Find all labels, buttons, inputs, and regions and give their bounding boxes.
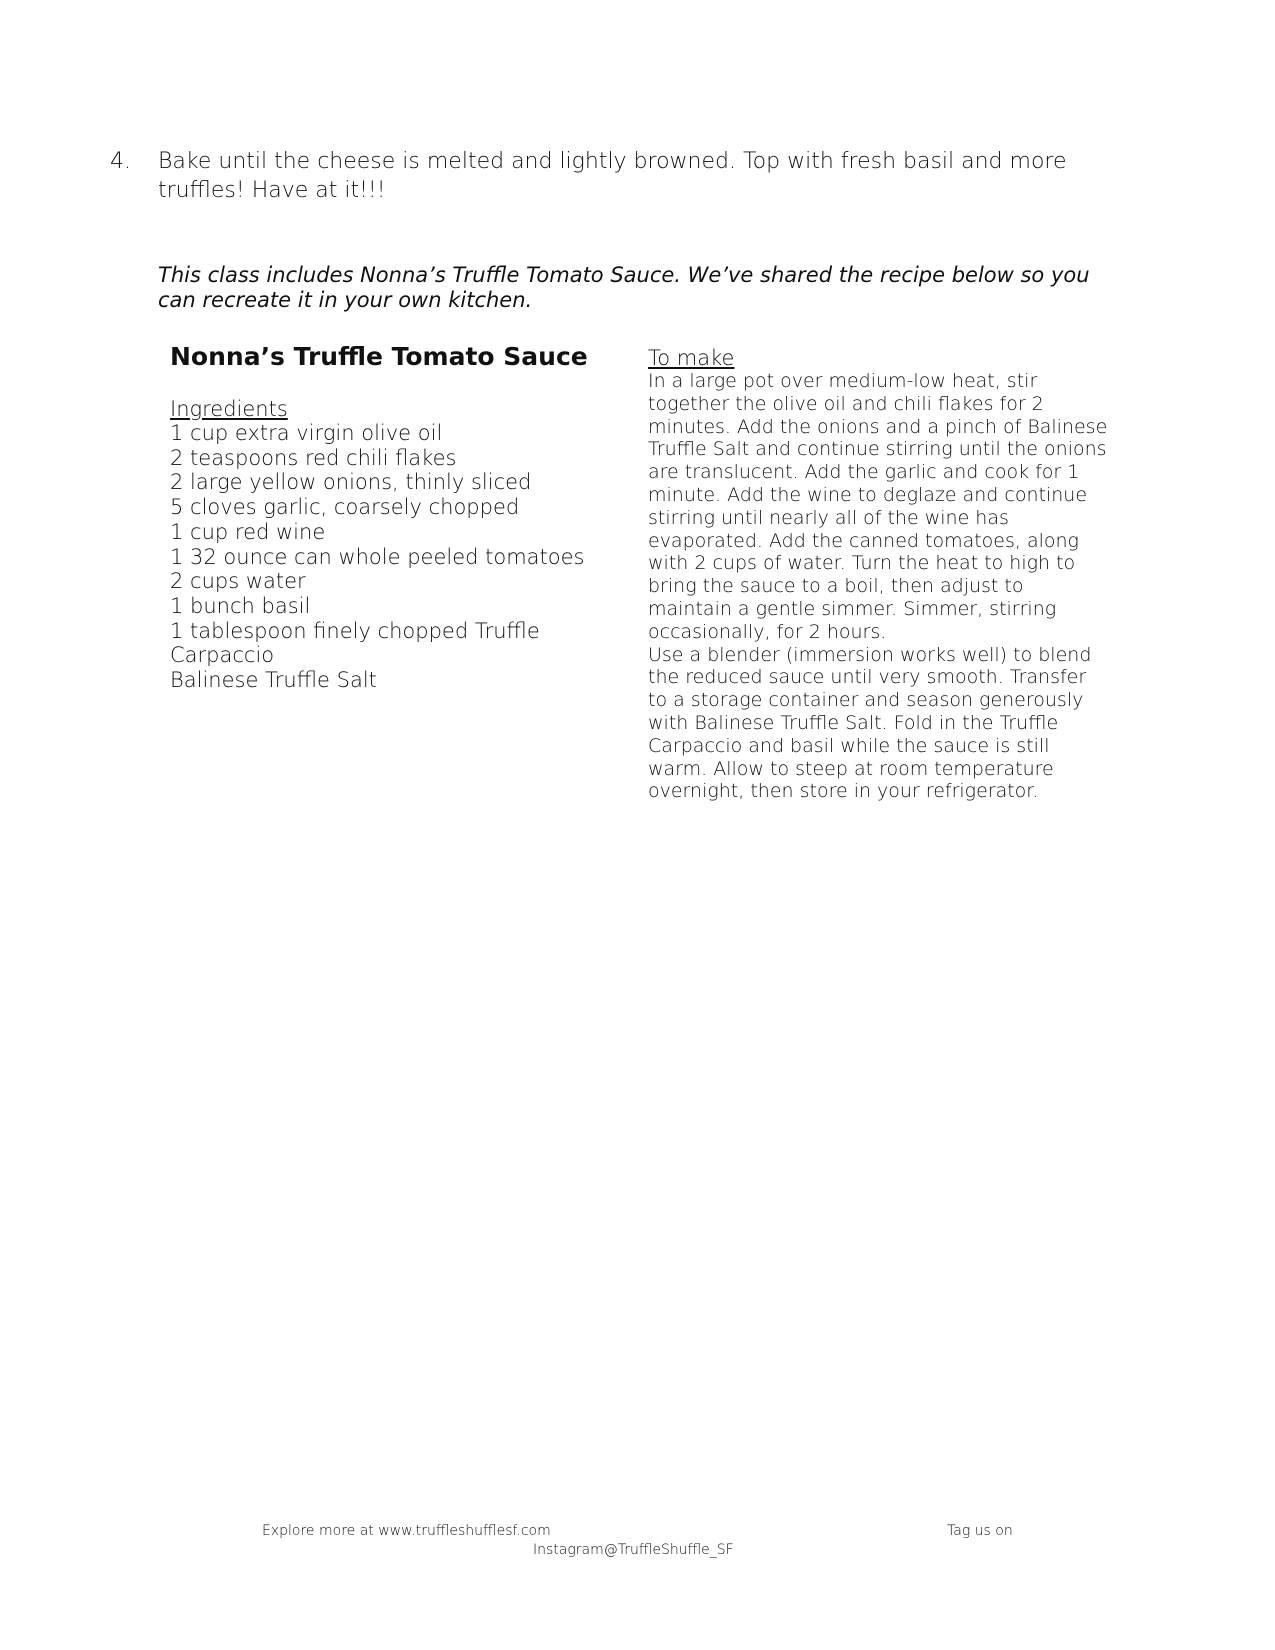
method-body [648, 370, 1108, 803]
intro-note: This class includes Nonna’s Truffle Tomato Sauce. We’ve shared the recipe below so you can recreate it in your own kitchen. [158, 263, 1090, 312]
ingredient-item: 2 teaspoons red chili flakes [170, 445, 457, 470]
ingredient-item: 1 tablespoon finely chopped Truffle Carpaccio [170, 618, 540, 668]
ingredient-item: 1 32 ounce can whole peeled tomatoes [170, 544, 585, 569]
step-text: Bake until the cheese is melted and lightly browned. Top with fresh basil and more truffles! Have at it!!! [158, 149, 1067, 203]
footer-tag: Tag us on [947, 1523, 1013, 1539]
ingredient-item: Balinese Truffle Salt [170, 668, 377, 693]
method-paragraph: In a large pot over medium-low heat, stir together the olive oil and chili flakes for 2 minutes. Add the onions and a pinch of Balinese Truffle Salt and continue stirring until the onions are translucent. Add the garlic and cook for 1 minute. Add the wine to deglaze and continue stirring until nearly all of the wine has evaporated. Add the canned tomatoes, along with 2 cups of water. Turn the heat to high to bring the sauce to a boil, then adjust to maintain a gentle simmer. Simmer, stirring occasionally, for 2 hours. [648, 370, 1108, 643]
ingredients-list [170, 421, 590, 693]
recipe-title: Nonna’s Truffle Tomato Sauce [170, 342, 588, 371]
footer-instagram: Instagram@TruffleShuffle_SF [533, 1542, 734, 1558]
method-paragraph: Use a blender (immersion works well) to blend the reduced sauce until very smooth. Transfer to a storage container and season generously with Balinese Truffle Salt. Fold in the Truffle Carpaccio and basil while the sauce is still warm. Allow to steep at room temperature overnight, then store in your refrigerator. [648, 643, 1092, 803]
ingredient-item: 1 cup red wine [170, 519, 326, 544]
ingredient-item: 1 bunch basil [170, 593, 311, 618]
ingredient-item: 5 cloves garlic, coarsely chopped [170, 495, 520, 520]
ingredients-heading: Ingredients [170, 397, 288, 421]
footer-website: Explore more at www.truffleshufflesf.com [262, 1523, 551, 1539]
ingredient-item: 1 cup extra virgin olive oil [170, 421, 443, 445]
ingredient-item: 2 large yellow onions, thinly sliced [170, 470, 532, 495]
instruction-step [110, 147, 1120, 205]
ingredient-item: 2 cups water [170, 569, 306, 594]
method-heading: To make [648, 346, 735, 370]
step-number: 4. [110, 149, 131, 174]
